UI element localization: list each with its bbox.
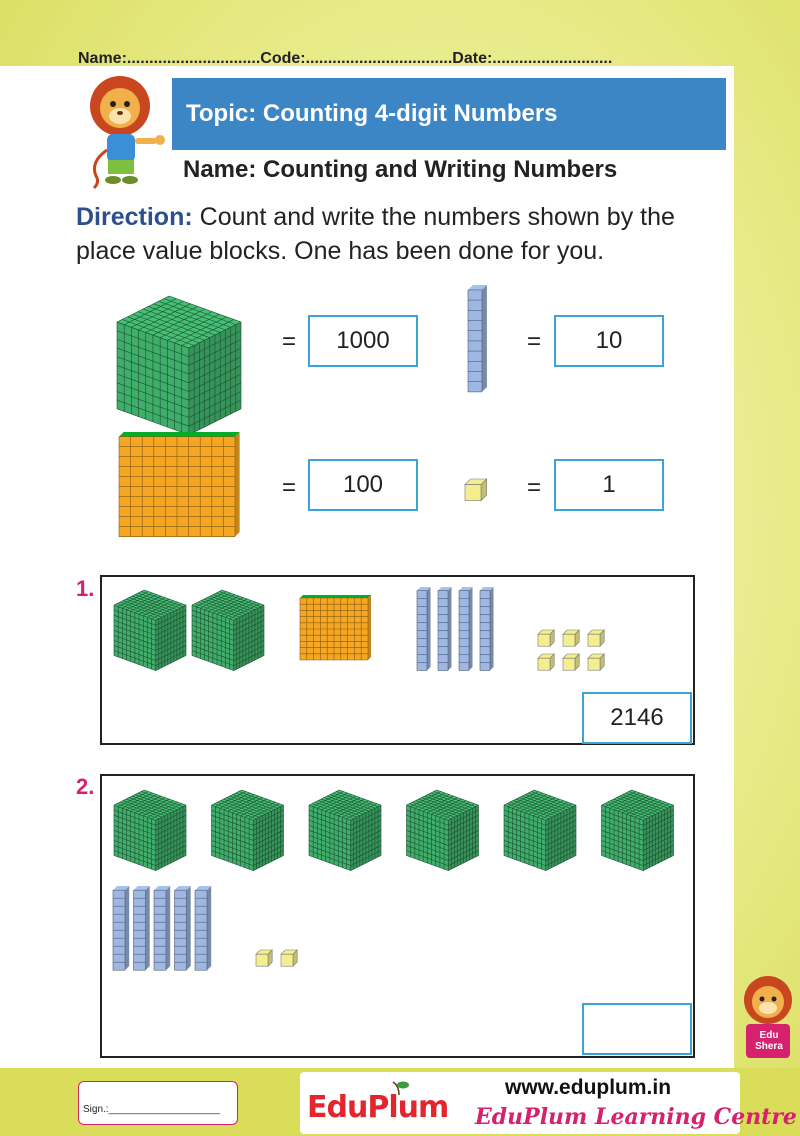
ten-rod [417, 587, 431, 671]
ten-rod [480, 587, 494, 671]
ten-rod [154, 886, 170, 970]
thousand-cube [192, 590, 264, 671]
ten-rod [459, 587, 473, 671]
value-box-one: 1 [554, 459, 664, 511]
eduplum-logo-text: EduPlum [307, 1090, 449, 1125]
direction-label: Direction: [76, 203, 193, 231]
ten-rod [195, 886, 211, 970]
thousand-cube [114, 590, 186, 671]
equals-sign: = [282, 328, 297, 355]
question-number: 2. [76, 774, 95, 799]
ten-rod [438, 587, 452, 671]
one-unit [538, 654, 554, 670]
signature-box[interactable] [78, 1081, 238, 1125]
worksheet-name: Name: Counting and Writing Numbers [183, 156, 618, 183]
one-unit [538, 630, 554, 646]
thousand-cube [114, 790, 186, 871]
ten-rod [468, 285, 487, 392]
edushera-badge-text: Edu Shera [755, 1030, 783, 1052]
value-box-hundred: 100 [308, 459, 418, 511]
one-unit [588, 654, 604, 670]
website-link[interactable]: www.eduplum.in [505, 1076, 672, 1099]
question-number: 1. [76, 576, 95, 601]
topic-banner [172, 78, 726, 150]
student-info-line: Name:..............................Code:.................................Date:........................... [78, 50, 613, 67]
thousand-cube [117, 296, 241, 435]
ten-rod [113, 886, 129, 970]
answer-box-1[interactable]: 2146 [582, 692, 692, 744]
ten-rod [175, 886, 191, 970]
one-unit [281, 950, 297, 966]
value-box-ten: 10 [554, 315, 664, 367]
thousand-cube [309, 790, 381, 871]
one-unit-icon [463, 475, 491, 499]
ten-rod [134, 886, 150, 970]
one-unit [256, 950, 272, 966]
one-unit [588, 630, 604, 646]
lion-mascot-icon [80, 72, 170, 190]
equals-sign: = [527, 474, 542, 501]
direction-text [76, 200, 736, 268]
ten-rod-icon [466, 285, 490, 393]
signature-label: Sign.:____________________ [83, 1104, 220, 1115]
thousand-cube [407, 790, 479, 871]
hundred-flat [119, 432, 240, 537]
thousand-cube [504, 790, 576, 871]
topic-title: Topic: Counting 4-digit Numbers [186, 100, 558, 127]
one-unit [563, 630, 579, 646]
direction-body: Count and write the numbers shown by the place value blocks. One has been done for you. [76, 203, 675, 265]
answer-box-2[interactable] [582, 1003, 692, 1055]
one-unit [563, 654, 579, 670]
thousand-cube [602, 790, 674, 871]
equals-sign: = [282, 474, 297, 501]
hundred-flat [300, 595, 371, 660]
thousand-cube-icon [117, 296, 243, 416]
hundred-flat-icon [119, 432, 241, 538]
equals-sign: = [527, 328, 542, 355]
value-box-thousand: 1000 [308, 315, 418, 367]
thousand-cube [212, 790, 284, 871]
learning-centre-text: EduPlum Learning Centre [475, 1104, 797, 1130]
one-unit [465, 479, 487, 501]
